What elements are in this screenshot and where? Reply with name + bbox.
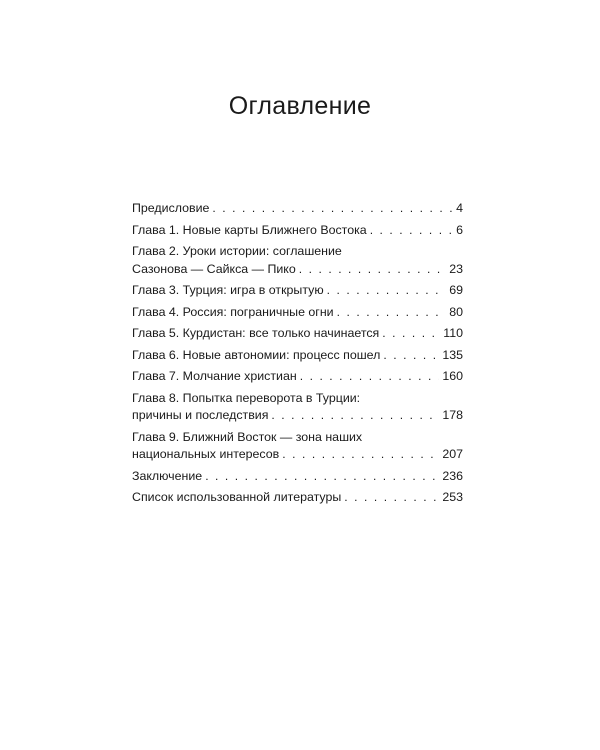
- toc-entry-page: 178: [442, 408, 463, 422]
- toc-entry: [132, 489, 463, 507]
- dot-leader: [337, 304, 447, 322]
- toc-entry: [132, 282, 463, 300]
- toc-entry-page: 69: [449, 283, 463, 297]
- toc-entry: [132, 222, 463, 240]
- toc-entry: [132, 304, 463, 322]
- toc-line: [132, 347, 463, 365]
- toc-line: [132, 468, 463, 486]
- toc-entry-title: Заключение: [132, 468, 203, 483]
- dot-leader: [299, 261, 446, 279]
- toc-line: [132, 282, 463, 300]
- toc-entry-title: Предисловие: [132, 201, 210, 215]
- toc-entry-page: 236: [442, 468, 463, 483]
- toc-entry-page: 23: [449, 261, 463, 276]
- toc-entry: [132, 390, 463, 425]
- toc-line: [132, 304, 463, 322]
- toc-line: [132, 261, 463, 279]
- dot-leader: [282, 446, 439, 464]
- toc-entry-page: 80: [449, 304, 463, 319]
- toc-entry-title: Список использованной литературы: [132, 490, 342, 504]
- toc-entry-title-continued: национальных интересов: [132, 447, 280, 461]
- dot-leader: [212, 200, 453, 218]
- dot-leader: [327, 282, 447, 300]
- toc-entry-title: Глава 5. Курдистан: все только начинается: [132, 326, 380, 340]
- toc-entry-title: Глава 9. Ближний Восток — зона наших: [132, 429, 363, 444]
- toc-line: [132, 407, 463, 425]
- toc-entry-page: 6: [456, 222, 463, 237]
- toc-entry: [132, 325, 463, 343]
- dot-leader: [271, 407, 439, 425]
- toc-line: [132, 489, 463, 507]
- toc-entry: [132, 468, 463, 486]
- dot-leader: [300, 368, 440, 386]
- toc-entry-title: Глава 3. Турция: игра в открытую: [132, 283, 324, 297]
- dot-leader: [370, 222, 453, 240]
- toc-entry-page: 253: [442, 490, 463, 504]
- toc-entry-title: Глава 8. Попытка переворота в Турции:: [132, 390, 361, 405]
- dot-leader: [205, 468, 439, 486]
- toc-entry: [132, 368, 463, 386]
- toc-line: [132, 200, 463, 218]
- toc-line: [132, 325, 463, 343]
- toc-entry-title: Глава 2. Уроки истории: соглашение: [132, 244, 342, 258]
- toc-entry-page: 110: [443, 326, 463, 340]
- toc-entry: [132, 243, 463, 278]
- dot-leader: [344, 489, 439, 507]
- toc-entry: [132, 347, 463, 365]
- table-of-contents: [132, 200, 463, 511]
- toc-entry: [132, 429, 463, 464]
- toc-line: [132, 446, 463, 464]
- toc-entry-page: 135: [442, 347, 463, 362]
- toc-line: [132, 368, 463, 386]
- toc-entry-title: Глава 1. Новые карты Ближнего Востока: [132, 222, 367, 237]
- toc-entry-title: Глава 6. Новые автономии: процесс пошел: [132, 347, 381, 362]
- toc-entry: [132, 200, 463, 218]
- dot-leader: [382, 325, 440, 343]
- toc-entry-page: 160: [442, 369, 463, 383]
- page-title: Оглавление: [228, 92, 372, 120]
- toc-line: [132, 222, 463, 240]
- toc-entry-title-continued: причины и последствия: [132, 408, 269, 422]
- toc-entry-page: 207: [442, 447, 463, 461]
- toc-entry-title: Глава 4. Россия: пограничные огни: [132, 304, 334, 319]
- toc-entry-title: Глава 7. Молчание христиан: [132, 369, 297, 383]
- dot-leader: [383, 347, 439, 365]
- toc-entry-title-continued: Сазонова — Сайкса — Пико: [132, 261, 296, 276]
- toc-entry-page: 4: [456, 201, 463, 215]
